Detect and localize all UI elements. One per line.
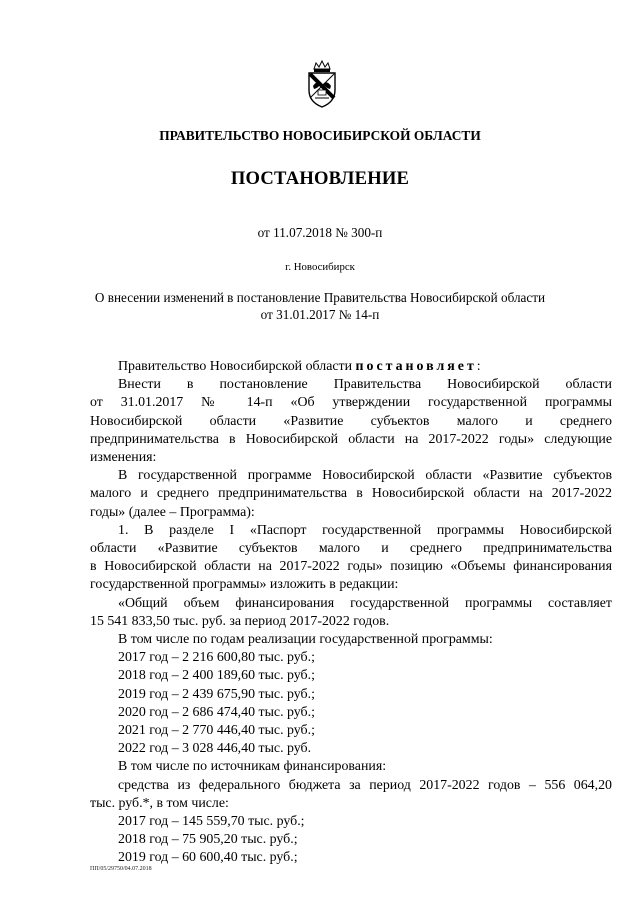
year-total-item: 2020 год – 2 686 474,40 тыс. руб.; <box>118 704 315 720</box>
paragraph-7: В том числе по источникам финансирования: <box>118 759 387 775</box>
paragraph-5-line: «Общий объем финансирования государственной программы составляет <box>118 595 612 611</box>
decree-keyword: постановляет <box>355 359 477 374</box>
year-federal-item: 2018 год – 75 905,20 тыс. руб.; <box>118 832 298 848</box>
year-federal-item: 2019 год – 60 600,40 тыс. руб.; <box>118 850 298 866</box>
paragraph-2-line: предпринимательства в Новосибирской области на 2017-2022 годы» следующие <box>90 431 612 447</box>
document-code: ПП/05/29750/04.07.2018 <box>90 866 152 872</box>
paragraph-8-line: тыс. руб.*, в том числе: <box>90 795 229 811</box>
paragraph-3-line: годы» (далее – Программа): <box>90 504 255 520</box>
paragraph-2-line: Внести в постановление Правительства Новосибирской области <box>118 377 612 393</box>
paragraph-2-line: изменения: <box>90 450 157 466</box>
coat-of-arms-icon <box>305 60 339 108</box>
paragraph-2-line: от 31.01.2017 № 14-п «Об утверждении государственной программы <box>90 395 612 411</box>
paragraph-4-line: 1. В разделе I «Паспорт государственной программы Новосибирской <box>118 522 612 538</box>
year-total-item: 2022 год – 3 028 446,40 тыс. руб. <box>118 741 312 757</box>
paragraph-4-line: государственной программы» изложить в редакции: <box>90 577 399 593</box>
city: г. Новосибирск <box>285 261 355 273</box>
document-type: ПОСТАНОВЛЕНИЕ <box>230 168 410 189</box>
year-total-item: 2021 год – 2 770 446,40 тыс. руб.; <box>118 723 315 739</box>
year-total-item: 2019 год – 2 439 675,90 тыс. руб.; <box>118 686 315 702</box>
paragraph-6: В том числе по годам реализации государственной программы: <box>118 632 493 648</box>
paragraph-5-line: 15 541 833,50 тыс. руб. за период 2017-2022 годов. <box>90 613 390 629</box>
date-and-number: от 11.07.2018 № 300-п <box>257 225 383 240</box>
organization-name: ПРАВИТЕЛЬСТВО НОВОСИБИРСКОЙ ОБЛАСТИ <box>159 128 481 143</box>
paragraph-2-line: Новосибирской области «Развитие субъектов малого и среднего <box>90 413 612 429</box>
document-body <box>90 358 612 868</box>
paragraph-1: Правительство Новосибирской области постановляет: <box>118 359 481 374</box>
paragraph-3-line: малого и среднего предпринимательства в Новосибирской области на 2017-2022 <box>90 486 612 502</box>
paragraph-4-line: в Новосибирской области на 2017-2022 годы» позицию «Объемы финансирования <box>90 559 612 575</box>
year-total-item: 2017 год – 2 216 600,80 тыс. руб.; <box>118 650 315 666</box>
paragraph-3-line: В государственной программе Новосибирской области «Развитие субъектов <box>118 468 612 484</box>
year-total-item: 2018 год – 2 400 189,60 тыс. руб.; <box>118 668 315 684</box>
paragraph-8-line: средства из федерального бюджета за период 2017-2022 годов – 556 064,20 <box>118 777 612 793</box>
year-federal-item: 2017 год – 145 559,70 тыс. руб.; <box>118 814 305 830</box>
subject-line-2: от 31.01.2017 № 14-п <box>260 307 380 322</box>
paragraph-4-line: области «Развитие субъектов малого и среднего предпринимательства <box>90 541 612 557</box>
subject-line-1: О внесении изменений в постановление Правительства Новосибирской области <box>94 290 546 305</box>
